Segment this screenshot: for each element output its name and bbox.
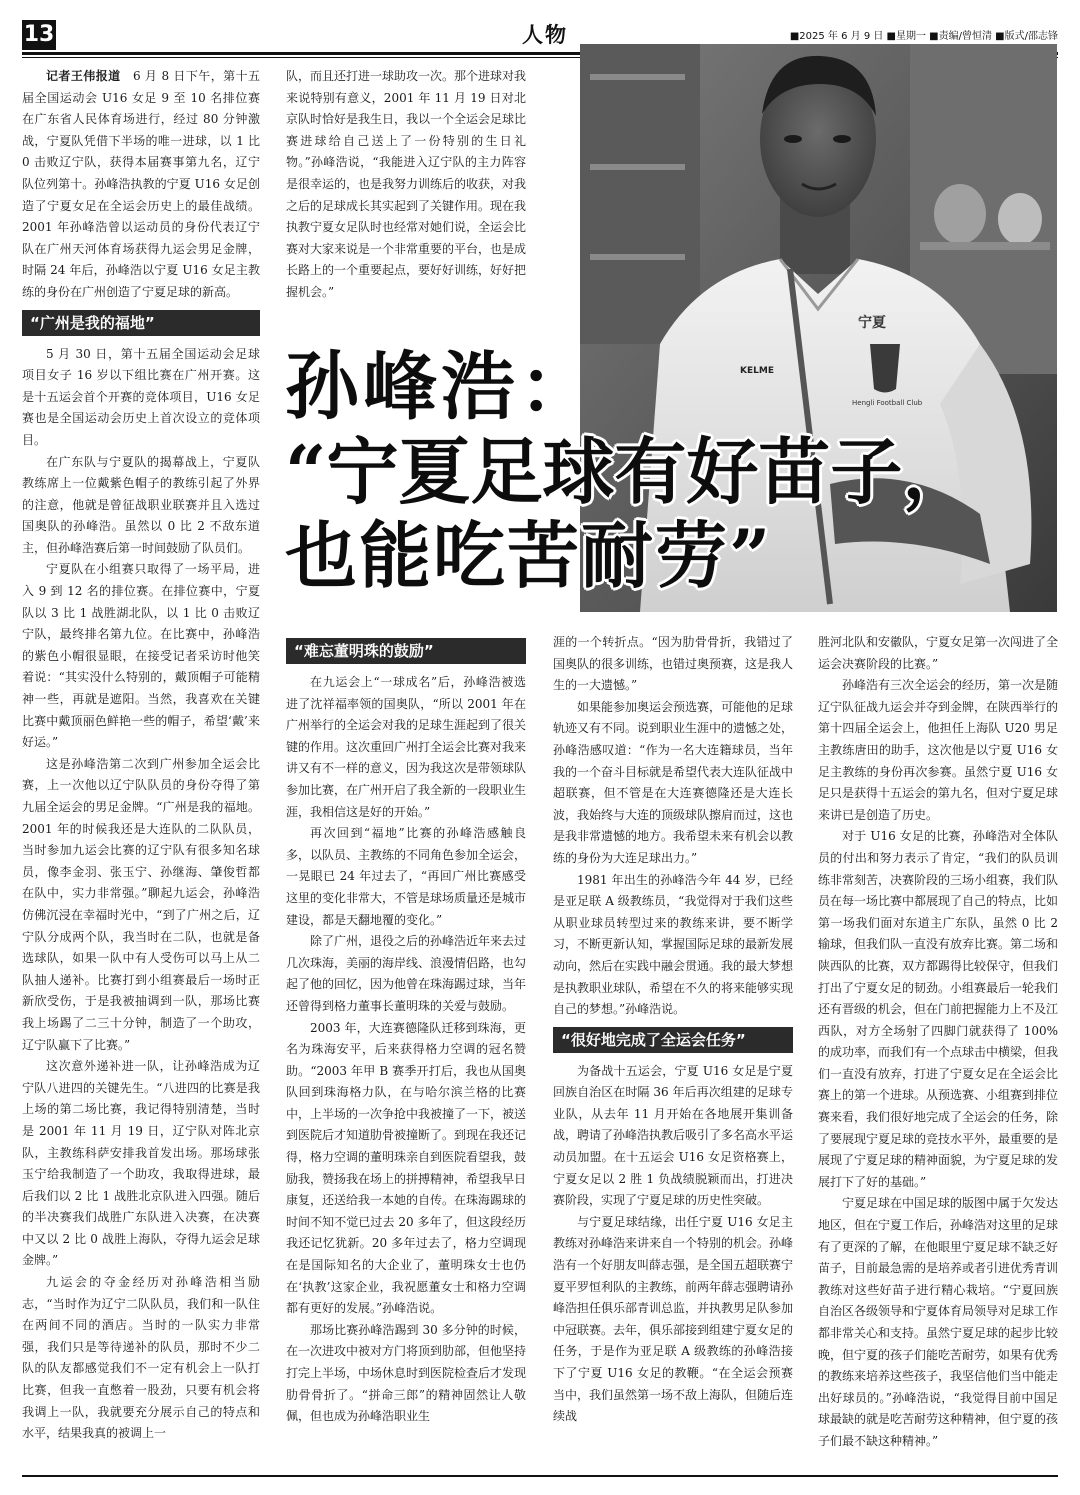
paragraph: 这次意外递补进一队，让孙峰浩成为辽宁队八进四的关键先生。“八进四的比赛是我上场的第二场比赛，我记得特别清楚，当时是 2001 年 11 月 19 日，辽宁队对阵北京队，主教练科萨安排我首发出场。那场球张玉宁给我制造了一个助攻，我取得进球，最后我们以 2 比 1 战胜北京队进入四强。随后的半决赛我们战胜广东队进入决赛，在决赛中又以 2 比 0 战胜上海队，夺得九运会足球金牌。”: [22, 1059, 260, 1268]
paragraph: 九运会的夺金经历对孙峰浩相当励志，“当时作为辽宁二队队员，我们和一队住在两间不同的酒店。当时的一队实力非常强，我们只是等待递补的队员，那时不少二队的队友都感觉我们不一定有机会上一队打比赛，但我一直憋着一股劲，只要有机会将我调上一队，我就要充分展示自己的特点和水平，结果我真的被调上一: [22, 1275, 260, 1441]
subhead-guangzhou: “广州是我的福地”: [22, 310, 260, 336]
article-column-2: [286, 66, 526, 331]
brand-logo: KELME: [740, 366, 774, 376]
article-column-5: [818, 632, 1058, 1471]
paragraph: 除了广州，退役之后的孙峰浩近年来去过几次珠海，美丽的海岸线、浪漫情侣路，也勾起了他的回忆，因为他曾在珠海踢过球，当年还曾得到格力董事长董明珠的关爱与鼓励。: [286, 934, 526, 1013]
paragraph: 再次回到“福地”比赛的孙峰浩感触良多，以队员、主教练的不同角色参加全运会，一晃眼已 24 年过去了，“再回广州比赛感受这里的变化非常大，不管是球场质量还是城市建设，都是天翻地覆的变化。”: [286, 826, 526, 927]
issue-info: ■2025 年 6 月 9 日 ■星期一 ■责编/曾恒清 ■版式/邵志锋: [789, 31, 1058, 42]
paragraph: 胜河北队和安徽队，宁夏女足第一次闯进了全运会决赛阶段的比赛。”: [818, 635, 1058, 671]
subhead-dong-mingzhu: “难忘董明珠的鼓励”: [286, 638, 526, 664]
page-number: 13: [22, 20, 56, 50]
paragraph: 1981 年出生的孙峰浩今年 44 岁，已经是亚足联 A 级教练员，“我觉得对于我们这些从职业球员转型过来的教练来讲，要不断学习，不断更新认知，掌握国际足球的最新发展动向，然后在实践中融会贯通。我的最大梦想是执教职业球队，希望在不久的将来能够实现自己的梦想。”孙峰浩说。: [553, 872, 793, 1017]
shirt-text: 宁夏: [858, 315, 886, 331]
paragraph: 5 月 30 日，第十五届全国运动会足球项目女子 16 岁以下组比赛在广州开赛。这是十五运会首个开赛的竞体项目，U16 女足赛也是全国运动会历史上首次设立的竞体项目。: [22, 346, 260, 447]
lead-paragraph: [22, 66, 260, 304]
paragraph: 如果能参加奥运会预选赛，可能他的足球轨迹又有不同。说到职业生涯中的遗憾之处，孙峰浩感叹道：“作为一名大连籍球员，当年我的一个奋斗目标就是希望代表大连队征战中超联赛，但不管是在大连赛德隆还是大连长波，我始终与大连的顶级球队擦肩而过，这也是我非常遗憾的地方。我希望未来有机会以教练的身份为大连足球出力。”: [553, 699, 793, 865]
paragraph: 队，而且还打进一球助攻一次。那个进球对我来说特别有意义，2001 年 11 月 19 日对北京队时恰好是我生日，我以一个全运会足球比赛进球给自己送上了一份特别的生日礼物。”孙峰浩说，“我能进入辽宁队的主力阵容是很幸运的，也是我努力训练后的收获，对我之后的足球成长其实起到了关键作用。现在我执教宁夏女足队时也经常对她们说，全运会比赛对大家来说是一个非常重要的平台，也是成长路上的一个重要起点，要好好训练，好好把握机会。”: [286, 69, 526, 299]
paragraph: 与宁夏足球结缘，出任宁夏 U16 女足主教练对孙峰浩来讲来自一个特别的机会。孙峰浩有一个好朋友叫薛志强，是全国五超联赛宁夏平罗恒利队的主教练，前两年薛志强聘请孙峰浩担任俱乐部青训总监，并执教男足队参加中冠联赛。去年，俱乐部接到组建宁夏女足的任务，于是作为亚足联 A 级教练的孙峰浩接下了宁夏 U16 女足的教鞭。“在全运会预赛当中，我们虽然第一场不敌上海队，但随后连续战: [553, 1214, 793, 1424]
article-column-4: [553, 632, 793, 1471]
paragraph: 在广东队与宁夏队的揭幕战上，宁夏队教练席上一位戴紫色帽子的教练引起了外界的注意，他就是曾征战职业联赛并且入选过国奥队的孙峰浩。虽然以 0 比 2 不敌东道主，但孙峰浩赛后第一时间鼓励了队员们。: [22, 454, 260, 555]
headline-quote-line2: 也能吃苦耐劳”: [285, 513, 773, 598]
paragraph: 为备战十五运会，宁夏 U16 女足是宁夏回族自治区在时隔 36 年后再次组建的足球专业队，从去年 11 月开始在各地展开集训备战，聘请了孙峰浩执教后吸引了多名高水平运动员加盟。在十五运会 U16 女足资格赛上，宁夏女足以 2 胜 1 负战绩脱颖而出，打进决赛阶段，实现了宁夏足球的历史性突破。: [553, 1063, 793, 1208]
subhead-national-games-task: “很好地完成了全运会任务”: [553, 1027, 793, 1053]
article-column-1: [22, 66, 260, 1471]
paragraph: 这是孙峰浩第二次到广州参加全运会比赛，上一次他以辽宁队队员的身份夺得了第九届全运会的男足金牌。“广州是我的福地。2001 年的时候我还是大连队的二队队员，当时参加九运会比赛的辽宁队有很多知名球员，像李金羽、张玉宁、孙继海、肇俊哲都在队中，实力非常强。”聊起九运会，孙峰浩仿佛沉浸在幸福时光中，“到了广州之后，辽宁队分成两个队，我当时在二队，也就是备选球队，如果一队中有人受伤可以马上从二队抽人递补。比赛打到小组赛最后一场时正新欣受伤，于是我被抽调到一队，那场比赛我上场踢了二三十分钟，制造了一个助攻，辽宁队赢下了比赛。”: [22, 756, 260, 1052]
paragraph: 对于 U16 女足的比赛，孙峰浩对全体队员的付出和努力表示了肯定，“我们的队员训练非常刻苦，决赛阶段的三场小组赛，我们队员在每一场比赛中都展现了自己的特点，比如第一场我们面对东道主广东队，虽然 0 比 2 输球，但我们队一直没有放弃比赛。第二场和陕西队的比赛，双方都踢得比较保守，但我们打出了宁夏女足的韧劲。小组赛最后一轮我们还有晋级的机会，但在门前把握能力上不及江西队，对方全场射了四脚门就获得了 100% 的成功率，而我们有一个点球击中横梁，但我们一直没有放弃，打进了宁夏女足在全运会比赛上的第一个进球。从预选赛、小组赛到排位赛来看，我们很好地完成了全运会的任务，除了要展现宁夏足球的竞技水平外，最重要的是展现了宁夏足球的精神面貌，为宁夏足球的发展打下了好的基础。”: [818, 829, 1058, 1189]
paragraph: 涯的一个转折点。“因为肋骨骨折，我错过了国奥队的很多训练，也错过奥预赛，这是我人生的一大遗憾。”: [553, 635, 793, 693]
paragraph: 宁夏足球在中国足球的版图中属于欠发达地区，但在宁夏工作后，孙峰浩对这里的足球有了更深的了解，在他眼里宁夏足球不缺乏好苗子，目前最急需的是培养或者引进优秀青训教练对这些好苗子进行精心栽培。“宁夏回族自治区各级领导和宁夏体育局领导对足球工作都非常关心和支持。虽然宁夏足球的起步比较晚，但宁夏的孩子们能吃苦耐劳，如果有优秀的教练来培养这些孩子，我坚信他们当中能走出好球员的。”孙峰浩说，“我觉得目前中国足球最缺的就是吃苦耐劳这种精神，但宁夏的孩子们最不缺这种精神。”: [818, 1196, 1058, 1448]
footer-rule: [22, 1475, 1058, 1477]
headline-quote-line1: “宁夏足球有好苗子，: [285, 429, 975, 514]
paragraph: 孙峰浩有三次全运会的经历，第一次是随辽宁队征战九运会并夺到金牌，在陕西举行的第十四届全运会上，他担任上海队 U20 男足主教练唐田的助手，这次他是以宁夏 U16 女足主教练的身份再次参赛。虽然宁夏 U16 女足只是获得十五运会的第九名，但对宁夏足球来讲已是创造了历史。: [818, 678, 1058, 822]
paragraph: 宁夏队在小组赛只取得了一场平局，进入 9 到 12 名的排位赛。在排位赛中，宁夏队以 3 比 1 战胜湖北队，以 1 比 0 击败辽宁队，最终排名第九位。在比赛中，孙峰浩的紫色小帽很显眼，在接受记者采访时他笑着说：“其实没什么特别的，戴顶帽子可能精神一些，再就是遮阳。当然，我喜欢在关键比赛中戴顶丽色鲜艳一些的帽子，希望‘戴’来好运。”: [22, 562, 260, 750]
paragraph: 在九运会上“一球成名”后，孙峰浩被选进了沈祥福率领的国奥队，“所以 2001 年在广州举行的全运会对我的足球生涯起到了很关键的作用。这次重回广州打全运会比赛对我来讲又有不一样的意义，因为我这次是带领球队参加比赛，在广州开启了我全新的一段职业生涯，我相信这是好的开始。”: [286, 675, 526, 819]
article-column-3: [286, 632, 526, 1471]
section-title: 人物: [522, 23, 568, 47]
headline-name: 孙峰浩：: [285, 344, 597, 430]
headline: [285, 345, 1060, 620]
byline: 记者王伟报道: [46, 69, 121, 83]
paragraph: 2003 年，大连赛德隆队迁移到珠海，更名为珠海安平，后来获得格力空调的冠名赞助。“2003 年甲 B 赛季开打后，我也从国奥队回到珠海格力队，在与哈尔滨兰格的比赛中，上半场的一次争抢中我被撞了一下，被送到医院后才知道肋骨被撞断了。到现在我还记得，格力空调的董明珠亲自到医院看望我，鼓励我，赞扬我在场上的拼搏精神，希望我早日康复，还送给我一本她的自传。在珠海踢球的时间不知不觉已过去 20 多年了，但这段经历我还记忆犹新。20 多年过去了，格力空调现在是国际知名的大企业了，董明珠女士也仍在‘执教’这家企业，我祝愿董女士和格力空调都有更好的发展。”孙峰浩说。: [286, 1020, 526, 1316]
paragraph: 那场比赛孙峰浩踢到 30 多分钟的时候，在一次进攻中被对方门将顶到肋部，但他坚持打完上半场，中场休息时到医院检查后才发现肋骨骨折了。“拼命三郎”的精神固然让人敬佩，但也成为孙峰浩职业生: [286, 1322, 526, 1424]
lead-text: 6 月 8 日下午，第十五届全国运动会 U16 女足 9 至 10 名排位赛在广东省人民体育场进行，经过 80 分钟激战，宁夏队凭借下半场的唯一进球，以 1 比 0 击败辽宁队，获得本届赛事第九名，辽宁队位列第十。孙峰浩执教的宁夏 U16 女足创造了宁夏女足在全运会历史上的最佳战绩。2001 年孙峰浩曾以运动员的身份代表辽宁队在广州天河体育场获得九运会男足金牌，时隔 24 年后，孙峰浩以宁夏 U16 女足主教练的身份在广州创造了宁夏足球的新高。: [22, 69, 260, 299]
badge-text: Hengli Football Club: [852, 399, 923, 407]
